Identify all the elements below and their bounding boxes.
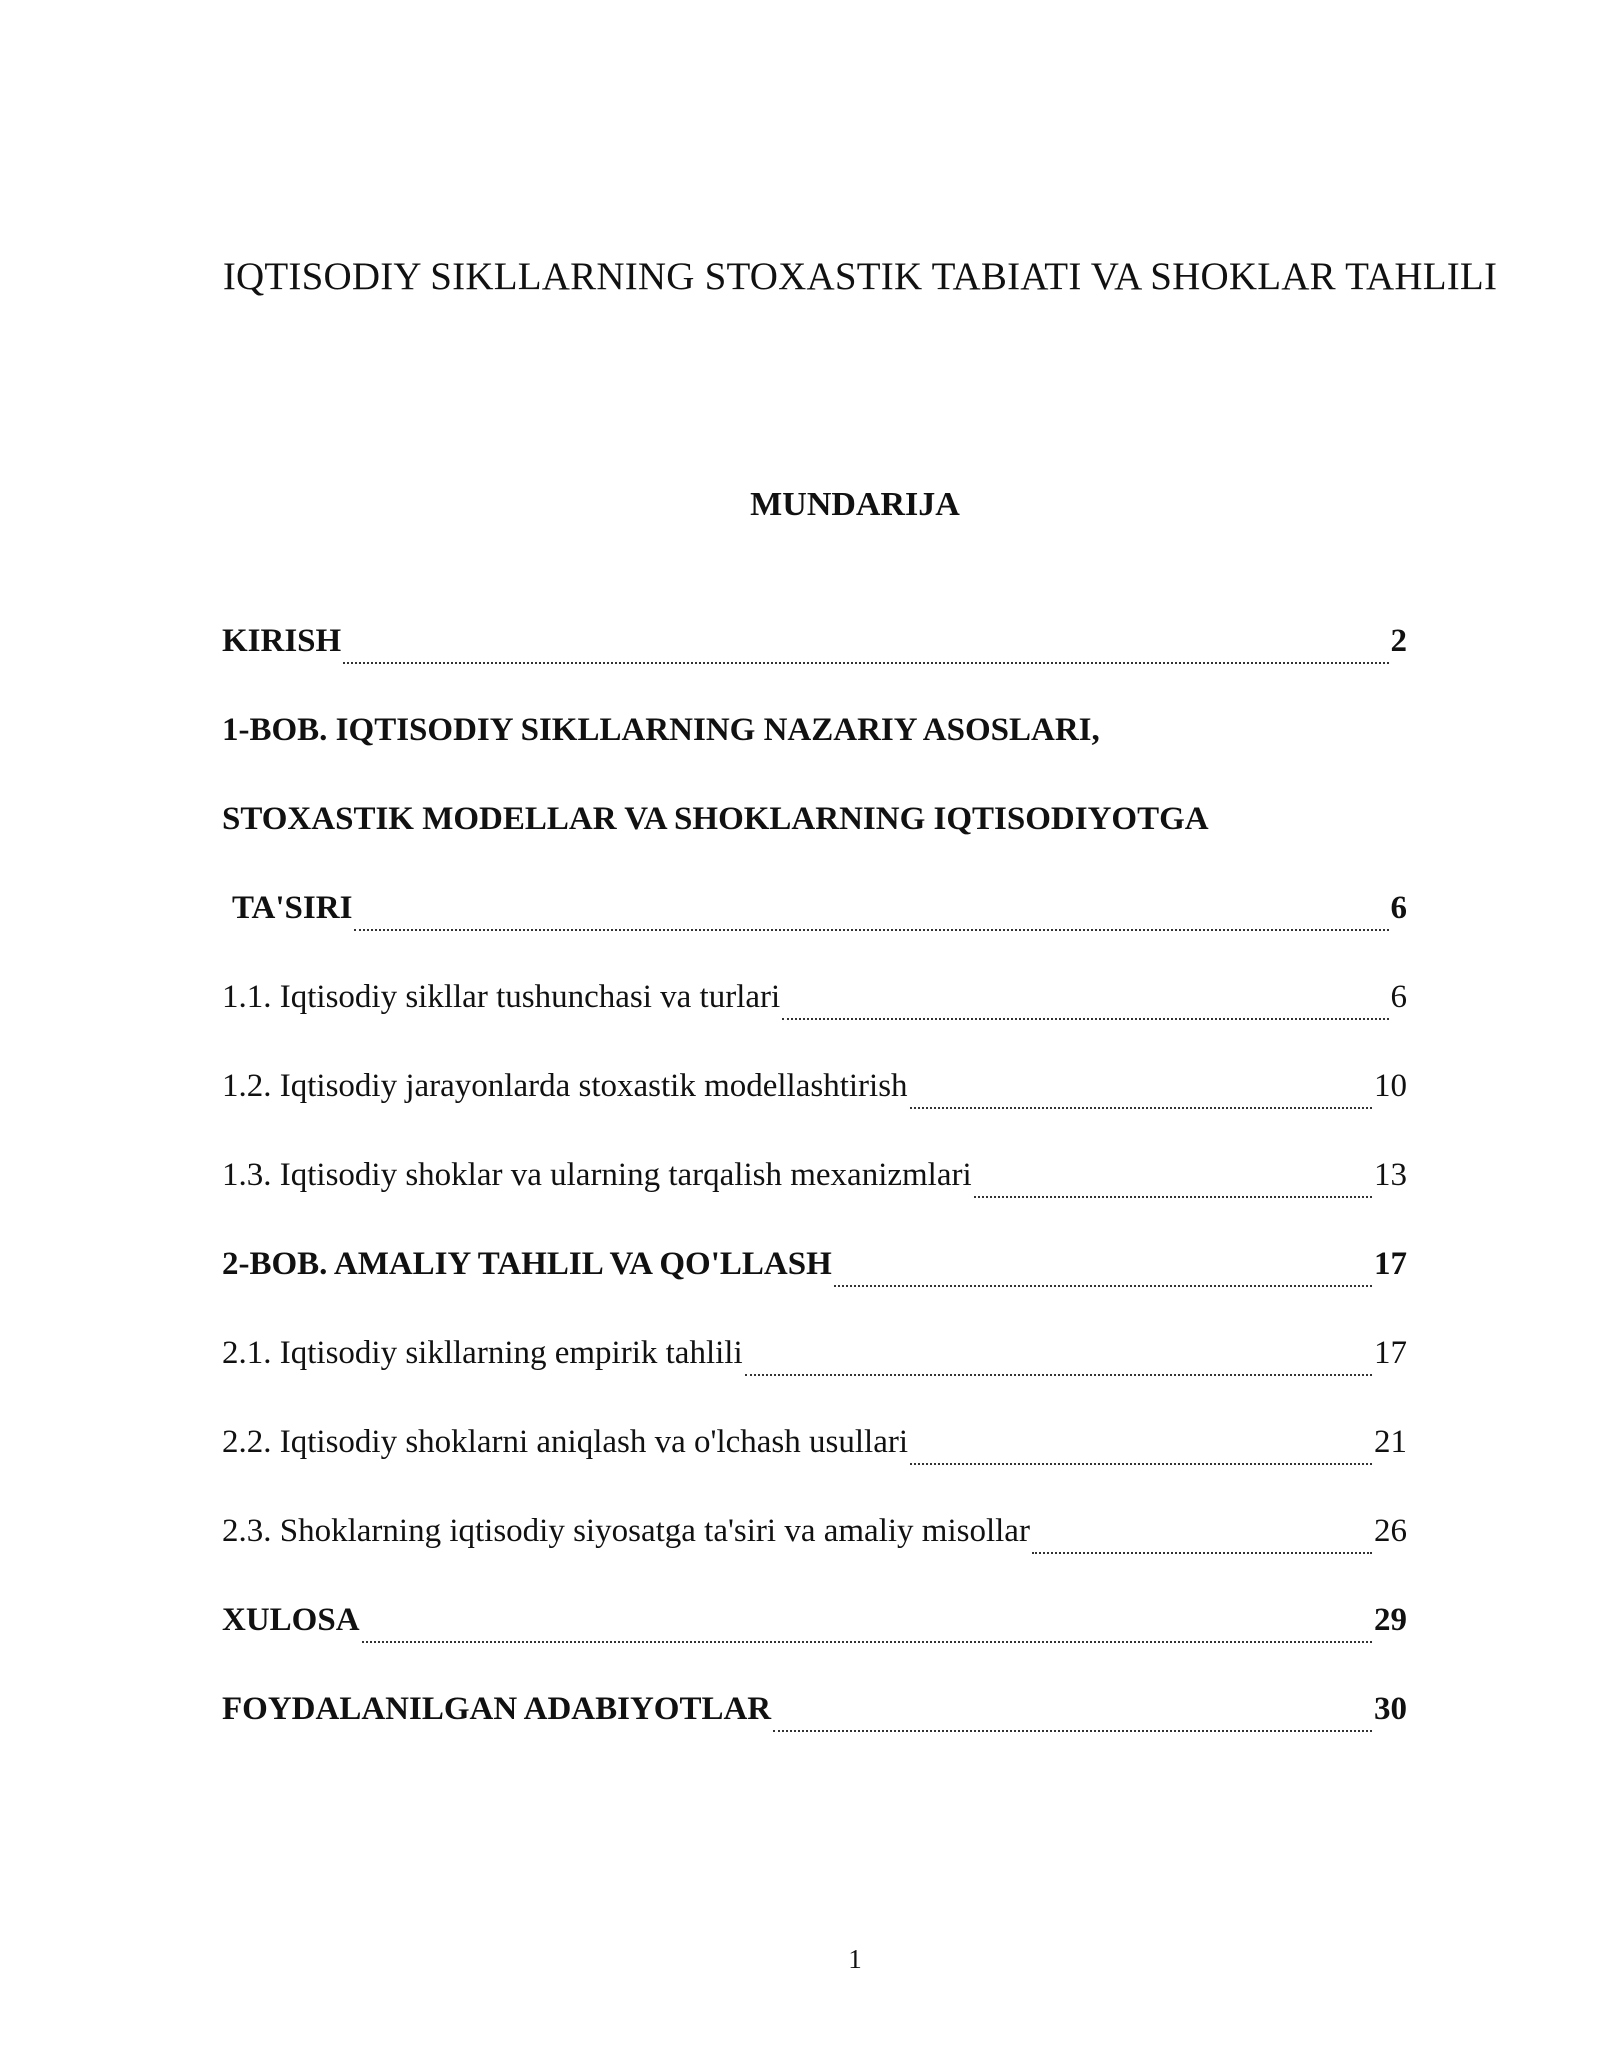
toc-entry-chapter-1-line-1[interactable]	[222, 712, 1407, 762]
toc-entry-label: TA'SIRI	[232, 890, 353, 926]
toc-entry-page: 30	[1374, 1691, 1407, 1727]
toc-entry-kirish[interactable]	[222, 623, 1407, 673]
toc-entry-label: FOYDALANILGAN ADABIYOTLAR	[222, 1691, 772, 1727]
toc-entry-label: 2.3. Shoklarning iqtisodiy siyosatga ta'siri va amaliy misollar	[222, 1513, 1030, 1549]
dot-leader	[362, 1641, 1372, 1643]
toc-entry-label: 1.3. Iqtisodiy shoklar va ularning tarqalish mexanizmlari	[222, 1157, 972, 1193]
toc-entry-1-3[interactable]	[222, 1157, 1407, 1207]
toc-entry-page: 29	[1374, 1602, 1407, 1638]
dot-leader	[745, 1374, 1372, 1376]
toc-entry-page: 17	[1374, 1335, 1407, 1371]
toc-entry-label: 1.2. Iqtisodiy jarayonlarda stoxastik modellashtirish	[222, 1068, 908, 1104]
toc-entry-label: 2.1. Iqtisodiy sikllarning empirik tahlili	[222, 1335, 743, 1371]
toc-entry-page: 21	[1374, 1424, 1407, 1460]
dot-leader	[782, 1018, 1388, 1020]
toc-entry-label: KIRISH	[222, 623, 342, 659]
toc-entry-label: 2.2. Iqtisodiy shoklarni aniqlash va o'lchash usullari	[222, 1424, 909, 1460]
toc-entry-page: 2	[1390, 623, 1407, 659]
toc-entry-chapter-1-line-2[interactable]	[222, 801, 1407, 851]
toc-entry-1-2[interactable]	[222, 1068, 1407, 1118]
dot-leader	[910, 1107, 1372, 1109]
dot-leader	[974, 1196, 1372, 1198]
dot-leader	[343, 662, 1388, 664]
toc-entry-page: 17	[1374, 1246, 1407, 1282]
dot-leader	[834, 1285, 1372, 1287]
toc-heading: MUNDARIJA	[750, 486, 960, 523]
toc-entry-2-1[interactable]	[222, 1335, 1407, 1385]
toc-entry-2-3[interactable]	[222, 1513, 1407, 1563]
toc-entry-chapter-2[interactable]	[222, 1246, 1407, 1296]
dot-leader	[910, 1463, 1372, 1465]
dot-leader	[1032, 1552, 1372, 1554]
document-title: IQTISODIY SIKLLARNING STOXASTIK TABIATI VA SHOKLAR TAHLILI	[222, 255, 1498, 298]
toc-entry-page: 6	[1390, 890, 1407, 926]
toc-entry-page: 6	[1390, 979, 1407, 1015]
toc-entry-label: 2-BOB. AMALIY TAHLIL VA QO'LLASH	[222, 1246, 832, 1282]
toc-entry-page: 10	[1374, 1068, 1407, 1104]
toc-entry-label: 1-BOB. IQTISODIY SIKLLARNING NAZARIY ASOSLARI,	[222, 712, 1100, 748]
toc-entry-page: 13	[1374, 1157, 1407, 1193]
toc-entry-references[interactable]	[222, 1691, 1407, 1741]
toc-entry-2-2[interactable]	[222, 1424, 1407, 1474]
dot-leader	[354, 929, 1388, 931]
toc-entry-chapter-1-line-3[interactable]	[222, 890, 1407, 940]
dot-leader	[773, 1730, 1372, 1732]
toc-entry-label: STOXASTIK MODELLAR VA SHOKLARNING IQTISODIYOTGA	[222, 801, 1209, 837]
toc-entry-label: XULOSA	[222, 1602, 360, 1638]
toc-entry-label: 1.1. Iqtisodiy sikllar tushunchasi va turlari	[222, 979, 781, 1015]
toc-entry-page: 26	[1374, 1513, 1407, 1549]
toc-entry-1-1[interactable]	[222, 979, 1407, 1029]
page-number: 1	[848, 1944, 862, 1974]
toc-entry-xulosa[interactable]	[222, 1602, 1407, 1652]
